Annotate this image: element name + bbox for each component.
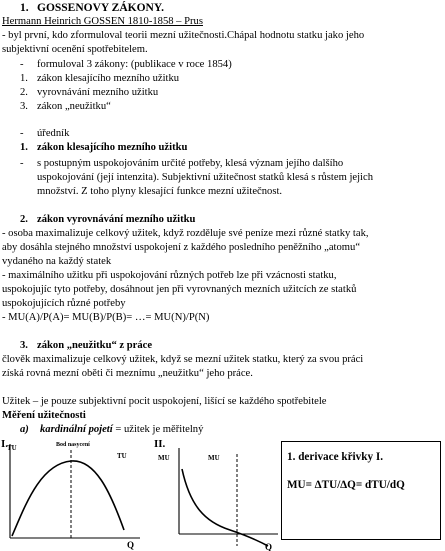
graph1-y-label: TU	[7, 444, 17, 452]
law3-number: 3.	[20, 340, 28, 351]
list-marker: -	[20, 59, 24, 70]
measure-heading: Měření užitečnosti	[2, 410, 86, 421]
law2-number: 2.	[20, 214, 28, 225]
graph1-tu-curve	[12, 461, 124, 536]
cardinal-rest: = užitek je měřitelný	[112, 424, 204, 435]
graph-total-utility	[0, 436, 150, 551]
graph1-x-label: Q	[127, 540, 135, 550]
law3-heading: zákon „neužitku“ z práce	[37, 340, 153, 351]
intro-line-1: - byl první, kdo zformuloval teorii mezní užitečnosti.Chápal hodnotu statku jako jeho	[2, 30, 365, 41]
derivative-caption: 1. derivace křivky I.	[287, 451, 384, 463]
law1-line-2: uspokojování (její intenzita). Subjektivní užitečnost statků klesá s růstem jejich	[37, 172, 373, 183]
graph2-x-label: Q	[265, 542, 273, 551]
list-item: formuloval 3 zákony: (publikace v roce 1854)	[37, 59, 232, 70]
derivative-box	[281, 441, 441, 540]
graph1-roman: I.	[1, 438, 9, 450]
law1-heading: zákon klesajícího mezního užitku	[37, 142, 188, 153]
law2-line-3: vydaného na každý statek	[2, 256, 112, 267]
list-item: vyrovnávání mezního užitku	[37, 87, 159, 98]
law2-heading: zákon vyrovnávání mezního užitku	[37, 214, 196, 225]
law2-line-2: aby dosáhla stejného množství uspokojení z každého posledního peněžního „atomu“	[2, 242, 361, 253]
law1-line-1: s postupným uspokojováním určité potřeby, klesá význam jejího dalšího	[37, 158, 344, 169]
utility-definition: Užitek – je pouze subjektivní pocit uspokojení, lišící se každého spotřebitele	[2, 396, 327, 407]
derivative-formula: MU= ∆TU/∆Q= dTU/dQ	[287, 479, 405, 491]
law1-line-3: množství. Z toho plyny klesající funkce mezní užitečnost.	[37, 186, 283, 197]
law1-bullet: -	[20, 158, 24, 169]
graph2-y-label: MU	[158, 454, 170, 462]
law2-line-1: - osoba maximalizuje celkový užitek, když rozděluje své peníze mezi různé statky tak,	[2, 228, 369, 239]
author-line: Hermann Heinrich GOSSEN 1810-1858 – Prus	[2, 16, 203, 27]
list-marker: 3.	[20, 101, 28, 112]
law2-formula: - MU(A)/P(A)= MU(B)/P(B)= …= MU(N)/P(N)	[2, 312, 210, 323]
law3-line-1: člověk maximalizuje celkový užitek, když se mezní užitek statku, který za svou práci	[2, 354, 364, 365]
intro-line-2: subjektivní ocenění spotřebitelem.	[2, 44, 148, 55]
law2-line-5: uspokojujíc tyto potřeby, dosáhnout jen při vyrovnaných mezních užitcích ze statků	[2, 284, 357, 295]
graph2-roman: II.	[154, 438, 166, 450]
law2-line-4: - maximálního užitku při uspokojování různých potřeb lze při vzácnosti statku,	[2, 270, 337, 281]
graph1-peak-label: Bod nasycení	[56, 442, 90, 448]
page-title: GOSSENOVY ZÁKONY.	[37, 2, 164, 14]
law1-number: 1.	[20, 142, 28, 153]
cardinal-marker: a)	[20, 424, 29, 435]
list-item: zákon klesajícího mezního užitku	[37, 73, 180, 84]
list-marker: 1.	[20, 73, 28, 84]
graph-marginal-utility	[150, 436, 280, 551]
list-marker: -	[20, 128, 24, 139]
list-item: úředník	[37, 128, 70, 139]
graph1-curve-label: TU	[117, 452, 127, 460]
list-item: zákon „neužitku“	[37, 101, 111, 112]
graph2-curve-label: MU	[208, 454, 220, 462]
list-marker: 2.	[20, 87, 28, 98]
cardinal-term: kardinální pojetí	[40, 424, 113, 435]
law3-line-2: získá rovná mezní oběti či meznímu „neužitku“ jeho práce.	[2, 368, 253, 379]
law2-line-6: uspokojujících různé potřeby	[2, 298, 126, 309]
title-number: 1.	[20, 2, 29, 14]
